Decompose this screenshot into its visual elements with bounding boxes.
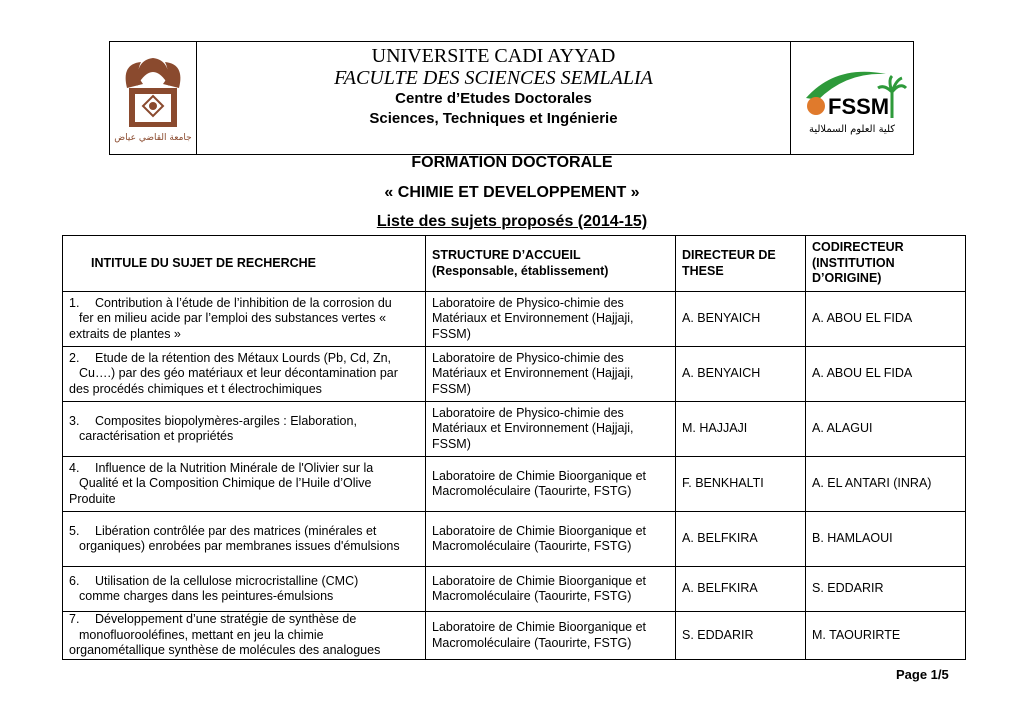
subject-number: 2.	[69, 350, 80, 365]
subject-first-line: Développement d’une stratégie de synthèse de	[95, 612, 357, 627]
director-cell: A. BENYAICH	[676, 292, 806, 347]
subject-continuation: caractérisation et propriétés	[79, 429, 234, 443]
list-title: Liste des sujets proposés (2014-15)	[376, 213, 648, 230]
director-cell: S. EDDARIR	[676, 612, 806, 660]
header-codirector: CODIRECTEUR (INSTITUTION D’ORIGINE)	[806, 236, 966, 292]
subject-cell	[63, 402, 426, 457]
subject-first-line: Contribution à l’étude de l’inhibition de la corrosion du	[95, 295, 392, 310]
subject-number: 3.	[69, 413, 80, 428]
subject-first-line: Etude de la rétention des Métaux Lourds (Pb, Cd, Zn,	[95, 350, 392, 365]
codirector-cell: A. EL ANTARI (INRA)	[806, 457, 966, 512]
svg-text:FSSM: FSSM	[828, 94, 890, 119]
subject-continuation: fer en milieu acide par l’emploi des substances vertes « extraits de plantes »	[69, 311, 387, 341]
table-row	[63, 292, 966, 347]
table-row	[63, 567, 966, 612]
subject-number: 5.	[69, 523, 80, 538]
header-structure: STRUCTURE D’ACCUEIL (Responsable, établissement)	[426, 236, 676, 292]
subject-continuation: monofluorooléfines, mettant en jeu la chimie organométallique synthèse de molécules des analogues	[69, 627, 381, 658]
subject-first-line: Influence de la Nutrition Minérale de l'Olivier sur la	[95, 460, 374, 475]
formation-title: FORMATION DOCTORALE	[411, 154, 613, 171]
university-name: UNIVERSITE CADI AYYAD	[371, 45, 616, 67]
structure-cell: Laboratoire de Physico-chimie des Matériaux et Environnement (Hajjaji, FSSM)	[426, 347, 676, 402]
svg-text:كلية العلوم السملالية: كلية العلوم السملالية	[808, 124, 896, 135]
codirector-cell: A. ABOU EL FIDA	[806, 347, 966, 402]
table-header-row	[63, 236, 966, 292]
codirector-cell: A. ALAGUI	[806, 402, 966, 457]
subject-cell	[63, 292, 426, 347]
codirector-cell: B. HAMLAOUI	[806, 512, 966, 567]
subject-continuation: comme charges dans les peintures-émulsions	[79, 589, 334, 603]
director-cell: A. BELFKIRA	[676, 512, 806, 567]
subject-cell	[63, 457, 426, 512]
table-row	[63, 347, 966, 402]
subject-number: 7.	[69, 612, 80, 627]
director-cell: F. BENKHALTI	[676, 457, 806, 512]
subject-cell	[63, 347, 426, 402]
subject-number: 1.	[69, 295, 80, 310]
subject-cell	[63, 512, 426, 567]
header-director: DIRECTEUR DE THESE	[676, 236, 806, 292]
director-cell: M. HAJJAJI	[676, 402, 806, 457]
codirector-cell: A. ABOU EL FIDA	[806, 292, 966, 347]
structure-cell: Laboratoire de Chimie Bioorganique et Macromoléculaire (Taourirte, FSTG)	[426, 512, 676, 567]
fssm-logo	[790, 42, 913, 154]
subject-first-line: Libération contrôlée par des matrices (minérales et	[95, 523, 377, 538]
subjects-table	[62, 235, 966, 660]
subject-cell	[63, 567, 426, 612]
subject-number: 6.	[69, 573, 80, 588]
director-cell: A. BENYAICH	[676, 347, 806, 402]
structure-cell: Laboratoire de Chimie Bioorganique et Macromoléculaire (Taourirte, FSTG)	[426, 457, 676, 512]
structure-cell: Laboratoire de Chimie Bioorganique et Macromoléculaire (Taourirte, FSTG)	[426, 612, 676, 660]
page-number: Page 1/5	[896, 667, 949, 682]
center-name: Centre d’Etudes Doctorales	[395, 90, 592, 107]
header-box	[109, 41, 914, 155]
university-logo-icon	[113, 50, 193, 146]
structure-cell: Laboratoire de Chimie Bioorganique et Macromoléculaire (Taourirte, FSTG)	[426, 567, 676, 612]
fssm-logo-icon	[796, 58, 908, 138]
university-logo	[110, 42, 197, 154]
subject-first-line: Utilisation de la cellulose microcristalline (CMC)	[95, 573, 359, 588]
table-row	[63, 612, 966, 660]
field-name: Sciences, Techniques et Ingénierie	[369, 110, 618, 127]
subject-continuation: Cu….) par des géo matériaux et leur décontamination par des procédés chimiques et t électrochimiques	[69, 366, 398, 396]
subject-cell	[63, 612, 426, 660]
subject-first-line: Composites biopolymères-argiles : Elaboration,	[95, 413, 357, 428]
faculty-name: FACULTE DES SCIENCES SEMLALIA	[334, 67, 653, 89]
subject-continuation: organiques) enrobées par membranes issues d'émulsions	[79, 539, 400, 553]
codirector-cell: S. EDDARIR	[806, 567, 966, 612]
subject-number: 4.	[69, 460, 80, 475]
director-cell: A. BELFKIRA	[676, 567, 806, 612]
header-titles	[197, 42, 790, 154]
table-row	[63, 402, 966, 457]
codirector-cell: M. TAOURIRTE	[806, 612, 966, 660]
subject-continuation: Qualité et la Composition Chimique de l’Huile d’Olive Produite	[69, 476, 372, 506]
structure-cell: Laboratoire de Physico-chimie des Matériaux et Environnement (Hajjaji, FSSM)	[426, 402, 676, 457]
header-subject: INTITULE DU SUJET DE RECHERCHE	[63, 236, 426, 292]
table-row	[63, 512, 966, 567]
structure-cell: Laboratoire de Physico-chimie des Matériaux et Environnement (Hajjaji, FSSM)	[426, 292, 676, 347]
table-row	[63, 457, 966, 512]
svg-text:جامعة القاضي عياض: جامعة القاضي عياض	[114, 133, 192, 143]
program-title: « CHIMIE ET DEVELOPPEMENT »	[384, 184, 640, 201]
